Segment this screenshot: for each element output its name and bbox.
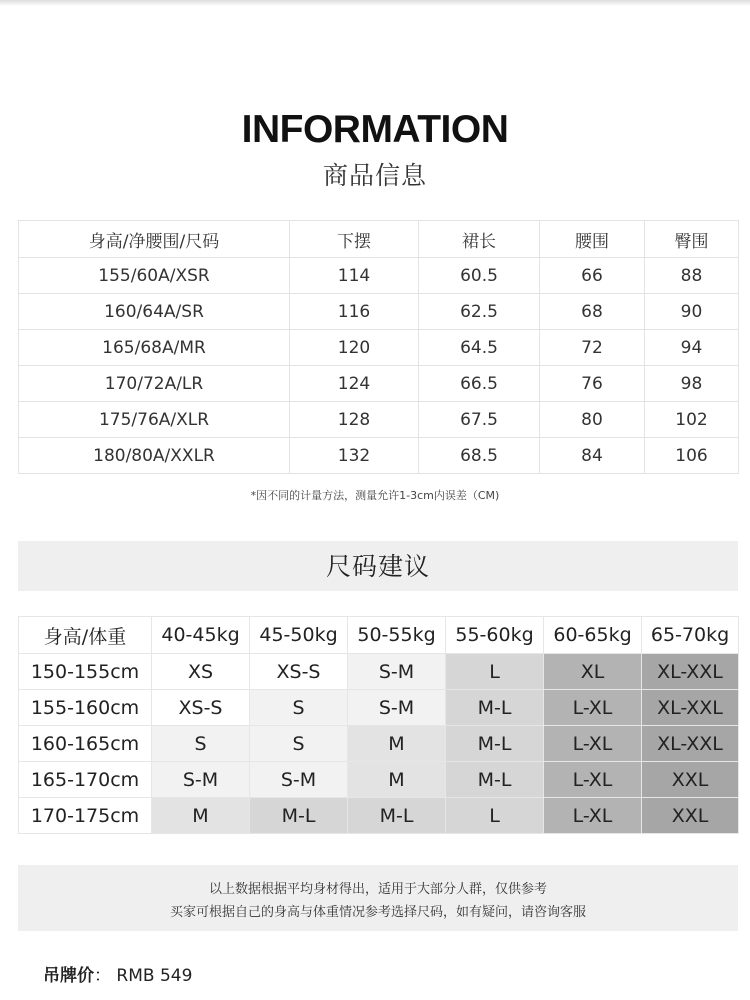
table-row — [19, 438, 739, 474]
table-row — [19, 762, 739, 798]
size-cell: M-L — [250, 798, 348, 834]
size-cell: S — [250, 690, 348, 726]
size-table-header: 下摆 — [290, 221, 419, 258]
table-cell: 60.5 — [419, 258, 540, 294]
price-label: 吊牌价 — [43, 966, 94, 986]
table-row — [19, 258, 739, 294]
size-cell: L-XL — [544, 762, 642, 798]
table-cell: 165/68A/MR — [19, 330, 290, 366]
table-cell: 67.5 — [419, 402, 540, 438]
table-cell: 116 — [290, 294, 419, 330]
size-cell: M — [348, 762, 446, 798]
table-cell: 120 — [290, 330, 419, 366]
table-row — [19, 654, 739, 690]
table-cell: 76 — [540, 366, 645, 402]
size-table-header: 裙长 — [419, 221, 540, 258]
size-cell: S — [152, 726, 250, 762]
size-cell: M-L — [348, 798, 446, 834]
page-subtitle: 商品信息 — [322, 161, 427, 190]
table-cell: 66.5 — [419, 366, 540, 402]
size-cell: XS-S — [250, 654, 348, 690]
size-cell: L-XL — [544, 726, 642, 762]
size-cell: M-L — [446, 726, 544, 762]
table-row — [19, 798, 739, 834]
table-cell: 98 — [645, 366, 739, 402]
size-cell: XS-S — [152, 690, 250, 726]
recommend-header: 65-70kg — [642, 617, 739, 654]
size-table-header: 臀围 — [645, 221, 739, 258]
table-cell: 155/60A/XSR — [19, 258, 290, 294]
disclaimer-line: 以上数据根据平均身材得出，适用于大部分人群，仅供参考 — [208, 882, 547, 897]
table-cell: 175/76A/XLR — [19, 402, 290, 438]
size-table-header: 身高/净腰围/尺码 — [19, 221, 290, 258]
size-cell: M-L — [446, 690, 544, 726]
size-cell: S-M — [348, 690, 446, 726]
recommend-title: 尺码建议 — [18, 541, 738, 591]
table-cell: 124 — [290, 366, 419, 402]
size-cell: XL-XXL — [642, 726, 739, 762]
size-cell: S — [250, 726, 348, 762]
table-cell: 88 — [645, 258, 739, 294]
recommend-header: 60-65kg — [544, 617, 642, 654]
size-cell: L-XL — [544, 690, 642, 726]
table-cell: 170/72A/LR — [19, 366, 290, 402]
table-cell: 128 — [290, 402, 419, 438]
table-cell: 180/80A/XXLR — [19, 438, 290, 474]
recommend-header: 50-55kg — [348, 617, 446, 654]
table-cell: 106 — [645, 438, 739, 474]
table-cell: 90 — [645, 294, 739, 330]
table-cell: 80 — [540, 402, 645, 438]
top-divider — [0, 0, 750, 6]
size-cell: XL-XXL — [642, 690, 739, 726]
size-cell: L — [446, 654, 544, 690]
tag-price — [43, 961, 192, 986]
row-header: 160-165cm — [19, 726, 152, 762]
table-cell: 64.5 — [419, 330, 540, 366]
row-header: 165-170cm — [19, 762, 152, 798]
price-separator: ： — [94, 966, 111, 986]
table-cell: 114 — [290, 258, 419, 294]
size-table — [18, 220, 739, 474]
table-cell: 66 — [540, 258, 645, 294]
table-cell: 84 — [540, 438, 645, 474]
price-value: RMB 549 — [116, 966, 193, 986]
size-cell: XXL — [642, 798, 739, 834]
row-header: 150-155cm — [19, 654, 152, 690]
size-cell: XXL — [642, 762, 739, 798]
recommend-header: 身高/体重 — [19, 617, 152, 654]
size-cell: XL-XXL — [642, 654, 739, 690]
recommend-header: 55-60kg — [446, 617, 544, 654]
size-cell: L — [446, 798, 544, 834]
table-row — [19, 366, 739, 402]
page-title: INFORMATION — [241, 108, 509, 151]
size-cell: M — [152, 798, 250, 834]
table-cell: 94 — [645, 330, 739, 366]
table-cell: 62.5 — [419, 294, 540, 330]
table-cell: 132 — [290, 438, 419, 474]
table-cell: 160/64A/SR — [19, 294, 290, 330]
size-recommendation-table — [18, 616, 739, 834]
size-cell: XS — [152, 654, 250, 690]
size-cell: S-M — [348, 654, 446, 690]
table-row — [19, 726, 739, 762]
recommend-header-row — [19, 617, 739, 654]
table-cell: 72 — [540, 330, 645, 366]
table-cell: 102 — [645, 402, 739, 438]
size-cell: M — [348, 726, 446, 762]
recommend-header: 45-50kg — [250, 617, 348, 654]
row-header: 155-160cm — [19, 690, 152, 726]
size-table-header-row — [19, 221, 739, 258]
size-cell: L-XL — [544, 798, 642, 834]
table-row — [19, 690, 739, 726]
size-cell: XL — [544, 654, 642, 690]
measurement-note: *因不同的计量方法，测量允许1-3cm内误差（CM) — [250, 489, 500, 502]
table-cell: 68.5 — [419, 438, 540, 474]
row-header: 170-175cm — [19, 798, 152, 834]
disclaimer-line: 买家可根据自己的身高与体重情况参考选择尺码，如有疑问，请咨询客服 — [169, 905, 586, 920]
size-cell: S-M — [152, 762, 250, 798]
size-cell: M-L — [446, 762, 544, 798]
size-cell: S-M — [250, 762, 348, 798]
size-table-header: 腰围 — [540, 221, 645, 258]
table-row — [19, 294, 739, 330]
disclaimer-box — [18, 865, 738, 931]
table-row — [19, 402, 739, 438]
table-row — [19, 330, 739, 366]
recommend-header: 40-45kg — [152, 617, 250, 654]
table-cell: 68 — [540, 294, 645, 330]
